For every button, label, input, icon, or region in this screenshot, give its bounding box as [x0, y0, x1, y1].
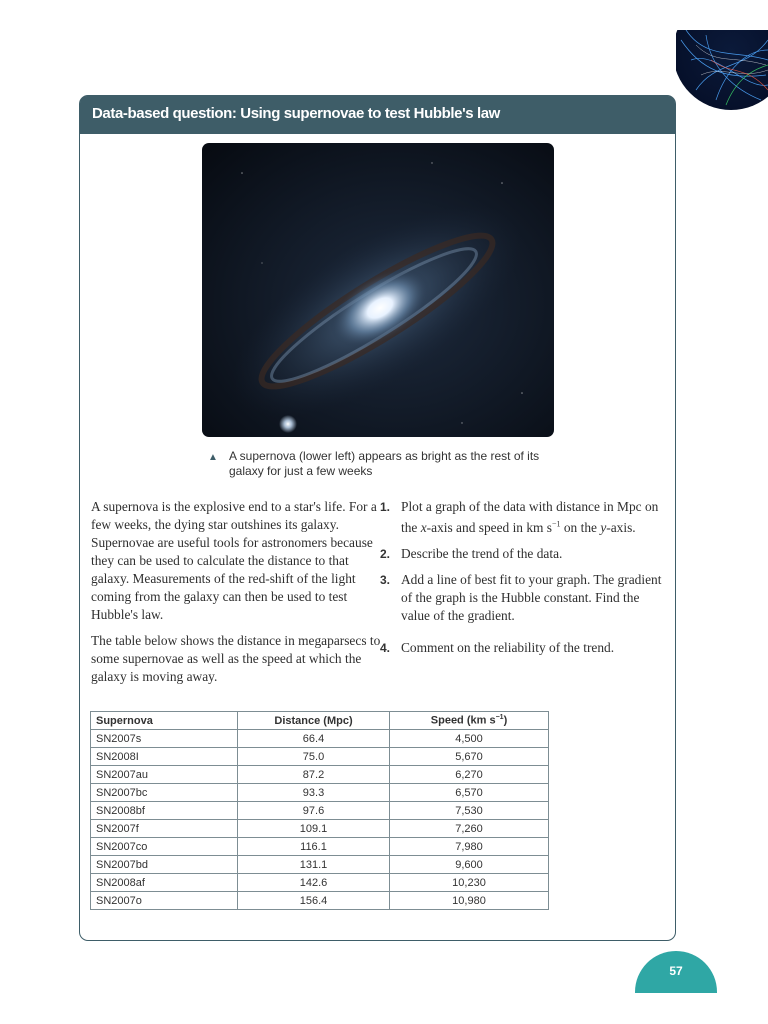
question-number: 1.: [380, 500, 391, 514]
table-row: [91, 784, 549, 802]
supernova-name: SN2007bd: [91, 856, 238, 874]
intro-paragraph: A supernova is the explosive end to a star's life. For a few weeks, the dying star outshines its galaxy. Supernovae are useful tools for astronomers because they can be used to calculate the distance to that galaxy. Measurements of the red-shift of the light coming from the galaxy can then be used to test Hubble's law.: [91, 499, 377, 622]
question-item: [380, 639, 670, 657]
speed-value: 4,500: [390, 730, 549, 748]
speed-value: 7,260: [390, 820, 549, 838]
question-text: Comment on the reliability of the trend.: [401, 640, 615, 656]
speed-value: 10,230: [390, 874, 549, 892]
page-number-tab: [635, 951, 717, 993]
distance-value: 97.6: [238, 802, 390, 820]
panel-header: [80, 96, 675, 134]
supernova-name: SN2007co: [91, 838, 238, 856]
supernova-data-table: [90, 711, 549, 910]
question-list: [380, 498, 670, 665]
speed-value: 6,570: [390, 784, 549, 802]
distance-value: 142.6: [238, 874, 390, 892]
distance-value: 116.1: [238, 838, 390, 856]
supernova-name: SN2008bf: [91, 802, 238, 820]
caption-text: A supernova (lower left) appears as bright as the rest of its galaxy for just a few weeks: [229, 449, 540, 478]
corner-decoration-image: [676, 30, 768, 110]
supernova-name: SN2007bc: [91, 784, 238, 802]
distance-value: 75.0: [238, 748, 390, 766]
table-row: [91, 748, 549, 766]
speed-value: 6,270: [390, 766, 549, 784]
intro-paragraph: The table below shows the distance in megaparsecs to some supernovae as well as the speed at which the galaxy is moving away.: [91, 633, 381, 684]
distance-value: 66.4: [238, 730, 390, 748]
panel-title: Data-based question: Using supernovae to test Hubble's law: [92, 105, 500, 122]
galaxy-photo: [202, 143, 554, 437]
speed-value: 9,600: [390, 856, 549, 874]
supernova-name: SN2007s: [91, 730, 238, 748]
table-row: [91, 820, 549, 838]
supernova-name: SN2007o: [91, 892, 238, 910]
question-text: Add a line of best fit to your graph. The gradient of the graph is the Hubble constant. Find the value of the gradient.: [401, 572, 662, 624]
header-supernova: Supernova: [91, 712, 238, 730]
speed-value: 7,530: [390, 802, 549, 820]
figure-caption: [208, 449, 548, 479]
question-text: Describe the trend of the data.: [401, 546, 563, 562]
table-row: [91, 892, 549, 910]
question-text: Plot a graph of the data with distance in Mpc on the x-axis and speed in km $s^{-1}$ on the y-axis.: [401, 499, 659, 536]
supernova-name: SN2008af: [91, 874, 238, 892]
data-question-panel: [79, 95, 676, 941]
table-row: [91, 802, 549, 820]
table-row: [91, 730, 549, 748]
distance-value: 87.2: [238, 766, 390, 784]
speed-value: 10,980: [390, 892, 549, 910]
distance-value: 93.3: [238, 784, 390, 802]
distance-value: 109.1: [238, 820, 390, 838]
table-row: [91, 838, 549, 856]
supernova-name: SN2008I: [91, 748, 238, 766]
question-number: 3.: [380, 573, 391, 588]
speed-value: 5,670: [390, 748, 549, 766]
header-speed: Speed (km $s^{-1}$): [390, 712, 549, 730]
distance-value: 131.1: [238, 856, 390, 874]
page-number: 57: [669, 964, 683, 978]
header-distance: Distance (Mpc): [238, 712, 390, 730]
table-row: [91, 874, 549, 892]
distance-value: 156.4: [238, 892, 390, 910]
supernova-name: SN2007au: [91, 766, 238, 784]
question-item: [380, 498, 670, 537]
intro-text: [91, 498, 381, 694]
question-item: [380, 545, 670, 563]
question-item: [380, 571, 670, 625]
supernova-name: SN2007f: [91, 820, 238, 838]
table-row: [91, 766, 549, 784]
table-header-row: [91, 712, 549, 730]
question-number: 2.: [380, 547, 391, 562]
table-row: [91, 856, 549, 874]
speed-value: 7,980: [390, 838, 549, 856]
triangle-marker-icon: ▲: [208, 452, 218, 463]
question-number: 4.: [380, 641, 391, 656]
